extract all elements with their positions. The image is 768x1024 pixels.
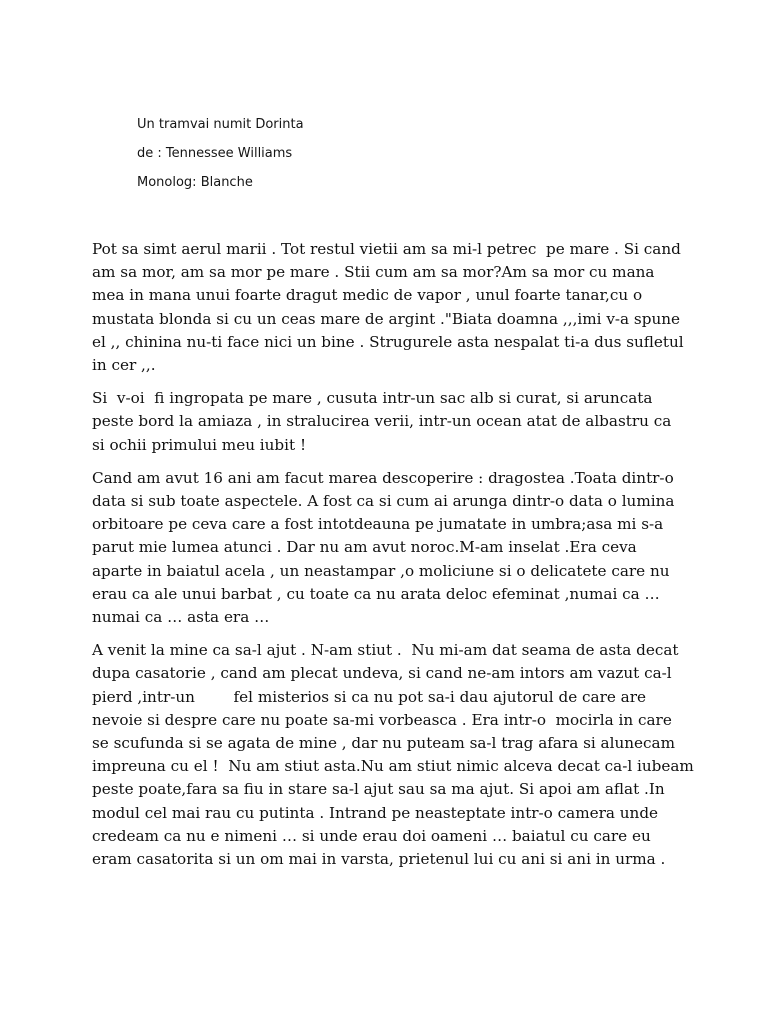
text-line: in cer ,,.: [92, 356, 156, 375]
text-line: aparte in baiatul acela , un neastampar ,o moliciune si o delicatete care nu: [92, 561, 670, 580]
paragraph: [92, 467, 682, 629]
paragraph: [92, 387, 682, 457]
text-line: se scufunda si se agata de mine , dar nu puteam sa-l trag afara si alunecam: [92, 734, 675, 753]
text-line: Cand am avut 16 ani am facut marea descoperire : dragostea .Toata dintr-o: [92, 468, 674, 487]
monologue-body: [92, 238, 694, 881]
text-line: si ochii primului meu iubit !: [92, 435, 307, 454]
text-line: erau ca ale unui barbat , cu toate ca nu arata deloc efeminat ,numai ca …: [92, 584, 660, 603]
paragraph: [92, 238, 682, 377]
text-line: el ,, chinina nu-ti face nici un bine . Strugurele asta nespalat ti-a dus sufletul: [92, 332, 684, 351]
text-line: pierd ,intr-un fel misterios si ca nu pot sa-i dau ajutorul de care are: [92, 687, 646, 706]
text-line: parut mie lumea atunci . Dar nu am avut noroc.M-am inselat .Era ceva: [92, 538, 637, 557]
text-line: A venit la mine ca sa-l ajut . N-am stiut . Nu mi-am dat seama de asta decat: [92, 641, 679, 660]
text-line: numai ca … asta era …: [92, 608, 270, 627]
paragraph: [92, 639, 694, 871]
text-line: nevoie si despre care nu poate sa-mi vorbeasca . Era intr-o mocirla in care: [92, 710, 672, 729]
text-line: data si sub toate aspectele. A fost ca si cum ai arunga dintr-o data o lumina: [92, 492, 675, 511]
text-line: impreuna cu el ! Nu am stiut asta.Nu am stiut nimic alceva decat ca-l iubeam: [92, 757, 694, 776]
text-line: dupa casatorie , cand am plecat undeva, si cand ne-am intors am vazut ca-l: [92, 664, 672, 683]
play-title: Un tramvai numit Dorinta: [137, 117, 304, 132]
play-author: de : Tennessee Williams: [137, 146, 293, 161]
text-line: orbitoare pe ceva care a fost intotdeauna pe jumatate in umbra;asa mi s-a: [92, 515, 664, 534]
text-line: Si v-oi fi ingropata pe mare , cusuta intr-un sac alb si curat, si aruncata: [92, 389, 653, 408]
text-line: credeam ca nu e nimeni … si unde erau doi oameni … baiatul cu care eu: [92, 826, 651, 845]
text-line: mustata blonda si cu un ceas mare de argint ."Biata doamna ,,,imi v-a spune: [92, 309, 681, 328]
text-line: peste poate,fara sa fiu in stare sa-l ajut sau sa ma ajut. Si apoi am aflat .In: [92, 780, 665, 799]
text-line: mea in mana unui foarte dragut medic de vapor , unul foarte tanar,cu o: [92, 286, 643, 305]
text-line: eram casatorita si un om mai in varsta, prietenul lui cu ani si ani in urma .: [92, 850, 666, 869]
document-header: [137, 116, 304, 203]
text-line: Pot sa simt aerul marii . Tot restul vietii am sa mi-l petrec pe mare . Si cand: [92, 240, 681, 258]
text-line: am sa mor, am sa mor pe mare . Stii cum am sa mor?Am sa mor cu mana: [92, 263, 655, 282]
monologue-heading: Monolog: Blanche: [137, 175, 253, 190]
text-line: peste bord la amiaza , in stralucirea verii, intr-un ocean atat de albastru ca: [92, 412, 672, 431]
text-line: modul cel mai rau cu putinta . Intrand pe neasteptate intr-o camera unde: [92, 803, 659, 822]
